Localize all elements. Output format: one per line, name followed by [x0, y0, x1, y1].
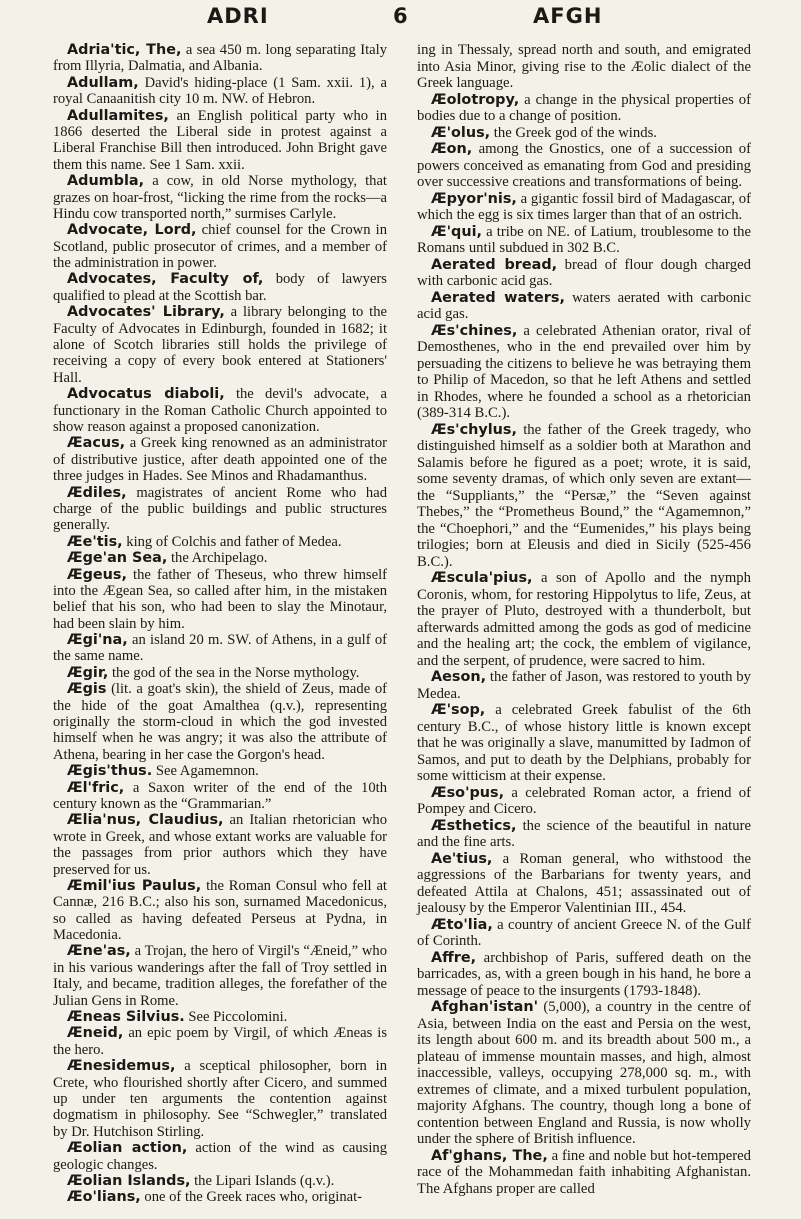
dictionary-entry	[53, 534, 387, 550]
entry-headword: Affre,	[431, 949, 477, 966]
entry-headword: Ægir,	[67, 664, 109, 681]
dictionary-entry	[53, 780, 387, 813]
dictionary-entry	[417, 323, 751, 422]
entry-definition: a cow, in old Norse mythology, that grazes on hoar-frost, “licking the rime from the rocks—a Hindu cow transported north,” surmises Carlyle.	[53, 173, 387, 222]
entry-headword: Adria'tic, The,	[67, 42, 182, 58]
entry-definition: the god of the sea in the Norse mythology.	[108, 664, 360, 681]
dictionary-entry	[53, 485, 387, 534]
entry-headword: Æscula'pius,	[431, 570, 533, 586]
entry-definition: a library belonging to the Faculty of Advocates in Edinburgh, founded in 1682; it alone of Scotch libraries still holds the privilege of receiving a copy of every book entered at Stationers' Hall.	[53, 304, 387, 386]
entry-headword: Æe'tis,	[67, 533, 123, 550]
dictionary-entry	[417, 669, 751, 702]
dictionary-entry	[53, 42, 387, 75]
entry-headword: Æolotropy,	[431, 91, 520, 108]
dictionary-entry	[417, 950, 751, 1000]
entry-definition: a sea 450 m. long separating Italy from Illyria, Dalmatia, and Albania.	[53, 42, 388, 75]
entry-definition: a change in the physical properties of bodies due to a change of position.	[417, 91, 751, 124]
dictionary-entry	[53, 304, 387, 386]
entry-definition: the Greek god of the winds.	[490, 124, 657, 141]
entry-definition: among the Gnostics, one of a succession of powers conceived as emanating from God and presiding over successive creations and transformations of being.	[417, 141, 751, 190]
entry-headword: Advocate, Lord,	[67, 222, 197, 239]
entry-definition: an Italian rhetorician who wrote in Greek, and whose extant works are valuable for the passages from prior authors which they have preserved for us.	[53, 812, 388, 878]
entry-definition: See Agamemnon.	[152, 763, 259, 780]
dictionary-entry	[53, 632, 387, 665]
dictionary-entry	[417, 570, 751, 669]
dictionary-entry	[53, 567, 387, 633]
entry-definition: a Saxon writer of the end of the 10th century known as the “Grammarian.”	[53, 779, 387, 812]
entry-headword: Æpyor'nis,	[431, 190, 517, 207]
dictionary-entry	[417, 92, 751, 125]
dictionary-entry	[53, 550, 387, 566]
entry-definition: an English political party who in 1866 deserted the Liberal side in protest against a Liberal Franchise Bill then introduced. John Bright gave them this name. See 1 Sam. xxii.	[53, 107, 387, 173]
header-left-guideword: ADRI	[207, 4, 269, 28]
entry-definition: the science of the beautiful in nature and the fine arts.	[417, 817, 751, 850]
entry-headword: Aerated bread,	[431, 256, 558, 273]
entry-headword: Æsthetics,	[431, 817, 517, 834]
entry-headword: Æ'olus,	[431, 124, 491, 141]
entry-definition: a celebrated Greek fabulist of the 6th century B.C., of whose history little is known except that he was originally a slave, manumitted by Iadmon of Samos, and put to death by the Delphians, probably for some witticism at their expense.	[417, 702, 751, 784]
entry-definition: a fine and noble but hot-tempered race of the Mohammedan faith inhabiting Afghanistan. The Afghans proper are called	[417, 1147, 751, 1197]
entry-headword: Æneas Silvius.	[67, 1009, 185, 1026]
entry-definition: David's hiding-place (1 Sam. xxii. 1), a royal Canaanitish city 10 m. NW. of Hebron.	[53, 74, 387, 108]
entry-headword: Æl'fric,	[67, 779, 125, 796]
entry-headword: Ælia'nus, Claudius,	[67, 812, 224, 829]
entry-definition: a tribe on NE. of Latium, troublesome to the Romans until subdued in 302 B.C.	[417, 223, 751, 256]
entry-headword: Æ'sop,	[431, 702, 486, 718]
entry-headword: Æs'chylus,	[431, 421, 517, 438]
dictionary-entry	[417, 1148, 751, 1198]
entry-definition: archbishop of Paris, suffered death on the barricades, as, with a green bough in his hand, he bore a message of peace to the insurgents (1793-1848).	[417, 949, 751, 999]
dictionary-entry	[53, 386, 387, 435]
entry-headword: Æge'an Sea,	[67, 550, 168, 567]
entry-definition: magistrates of ancient Rome who had charge of the public buildings and public structures generally.	[53, 484, 387, 534]
entry-headword: Æon,	[431, 141, 473, 157]
dictionary-entry	[417, 702, 751, 785]
entry-definition: body of lawyers qualified to plead at the Scottish bar.	[53, 271, 387, 304]
dictionary-entry	[53, 763, 387, 779]
entry-headword: Af'ghans, The,	[431, 1147, 548, 1164]
entry-headword: Adullamites,	[67, 107, 169, 124]
entry-headword: Advocates, Faculty of,	[67, 271, 264, 288]
entry-headword: Æne'as,	[67, 943, 131, 960]
entry-headword: Æolian action,	[67, 1140, 188, 1157]
entry-headword: Adumbla,	[67, 173, 145, 190]
entry-headword: Æacus,	[67, 435, 126, 452]
entry-definition: chief counsel for the Crown in Scotland, public prosecutor of crimes, and a member of the administration in power.	[53, 222, 388, 272]
entry-definition: a sceptical philosopher, born in Crete, who flourished shortly after Cicero, and summed up under ten arguments the contention against dogmatism in philosophy. See “Schwegler,” translated by Dr. Hutchison Stirling.	[53, 1058, 387, 1140]
dictionary-entry	[417, 785, 751, 818]
entry-definition: action of the wind as causing geologic changes.	[53, 1140, 387, 1173]
entry-definition: a Roman general, who withstood the aggressions of the Barbarians for twenty years, and defeated Attila at Chalons, 451; assassinated out of jealousy by the Emperor Valentinian III., 454.	[417, 850, 751, 916]
dictionary-entry	[53, 665, 387, 681]
dictionary-entry	[53, 75, 387, 108]
dictionary-entry	[53, 435, 387, 484]
dictionary-entry	[417, 818, 751, 851]
entry-definition: (5,000), a country in the centre of Asia, between India on the east and Persia on the west, its length about 600 m. and its breadth about 500 m., a plateau of immense mountain masses, and high, almost inaccessible, valleys, occupying 278,000 sq. m., with extremes of climate, and a mixed turbulent population, majority Afghans. The country, though long a bone of contention between England and Russia, is now wholly under the sphere of British influence.	[417, 999, 751, 1147]
entry-definition: waters aerated with carbonic acid gas.	[417, 289, 751, 322]
entry-definition: an epic poem by Virgil, of which Æneas is the hero.	[53, 1025, 387, 1058]
entry-definition: ing in Thessaly, spread north and south, and emigrated into Asia Minor, giving rise to the Æolic dialect of the Greek language.	[417, 42, 751, 91]
dictionary-entry	[417, 422, 751, 571]
dictionary-entry	[417, 141, 751, 191]
running-header	[0, 4, 801, 38]
entry-headword: Ae'tius,	[431, 850, 493, 867]
entry-definition: the Archipelago.	[167, 550, 268, 567]
dictionary-entry	[53, 222, 387, 271]
dictionary-entry	[417, 290, 751, 323]
entry-definition: a country of ancient Greece N. of the Gulf of Corinth.	[417, 916, 751, 949]
entry-definition: king of Colchis and father of Medea.	[122, 533, 342, 550]
entry-headword: Æ'qui,	[431, 223, 482, 240]
dictionary-entry	[53, 1189, 387, 1205]
entry-headword: Æneid,	[67, 1025, 124, 1042]
dictionary-entry	[417, 257, 751, 290]
dictionary-entry	[417, 851, 751, 917]
header-right-guideword: AFGH	[533, 4, 603, 28]
entry-headword: Ænesidemus,	[67, 1058, 176, 1075]
entry-definition: the Lipari Islands (q.v.).	[190, 1172, 335, 1189]
entry-definition: the Roman Consul who fell at Cannæ, 216 B.C.; also his son, surnamed Macedonicus, so called as having defeated Perseus at Pydna, in Macedonia.	[53, 877, 387, 944]
entry-headword: Aeson,	[431, 669, 487, 685]
entry-definition: a celebrated Roman actor, a friend of Pompey and Cicero.	[417, 784, 751, 817]
entry-definition: the devil's advocate, a functionary in the Roman Catholic Church appointed to show reason against a proposed canonization.	[53, 386, 387, 435]
entry-headword: Æo'lians,	[67, 1189, 141, 1206]
dictionary-entry	[53, 271, 387, 304]
entry-headword: Ægis	[67, 681, 107, 698]
entry-headword: Advocates' Library,	[67, 304, 225, 321]
entry-definition: a Trojan, the hero of Virgil's “Æneid,” who in his various wanderings after the fall of Troy settled in Italy, and became, tradition alleges, the forefather of the Julian Gens in Rome.	[53, 943, 387, 1009]
page-number: 6	[393, 4, 409, 28]
entry-headword: Ædiles,	[67, 484, 127, 501]
entry-definition: the father of Theseus, who threw himself into the Ægean Sea, so called after him, in the mistaken belief that his son, who had been to slay the Minotaur, had been slain by him.	[53, 566, 387, 632]
entry-definition: a gigantic fossil bird of Madagascar, of which the egg is six times larger than that of an ostrich.	[417, 190, 751, 223]
dictionary-entry	[53, 812, 387, 878]
dictionary-entry	[53, 1058, 387, 1140]
entry-headword: Advocatus diaboli,	[67, 386, 225, 403]
entry-definition: one of the Greek races who, originat-	[140, 1189, 363, 1206]
dictionary-entry	[53, 943, 387, 1009]
entry-headword: Æso'pus,	[431, 784, 505, 801]
entry-headword: Ægis'thus.	[67, 763, 153, 780]
dictionary-entry	[417, 42, 751, 92]
dictionary-entry	[53, 1173, 387, 1189]
dictionary-entry	[53, 108, 387, 174]
entry-definition: an island 20 m. SW. of Athens, in a gulf of the same name.	[53, 632, 387, 665]
entry-definition: the father of Jason, was restored to youth by Medea.	[417, 669, 751, 702]
entry-definition: the father of the Greek tragedy, who distinguished himself as a soldier both at Marathon and Salamis before he figured as a poet; wrote, it is said, some seventy dramas, of which only seven are extant—the “Suppliants,” the “Persæ,” the “Seven against Thebes,” the “Prometheus Bound,” the “Agamemnon,” the “Choephori,” and the “Eumenides,” his plays being trilogies; born at Eleusis and died in Sicily (525-456 B.C.).	[417, 421, 751, 570]
dictionary-entry	[53, 878, 387, 944]
dictionary-entry	[417, 191, 751, 224]
right-column	[417, 42, 751, 1197]
entry-headword: Aerated waters,	[431, 289, 565, 306]
dictionary-entry	[417, 917, 751, 950]
dictionary-entry	[53, 1009, 387, 1025]
dictionary-entry	[53, 1025, 387, 1058]
entry-headword: Afghan'istan'	[431, 999, 539, 1015]
dictionary-entry	[417, 224, 751, 257]
entry-definition: a son of Apollo and the nymph Coronis, whom, for restoring Hippolytus to life, Zeus, at the prayer of Pluto, destroyed with a thunderbolt, but afterwards admitted among the gods as god of medicine and the healing art; the cock, the emblem of vigilance, and the serpent, of prudence, were sacred to him.	[417, 570, 751, 669]
entry-definition: a celebrated Athenian orator, rival of Demosthenes, who in the end prevailed over him by persuading the citizens to believe he was betraying them to Philip of Macedon, so that he left Athens and settled in Rhodes, where he founded a school as a rhetorician (389-314 B.C.).	[417, 322, 751, 421]
entry-definition: See Piccolomini.	[184, 1009, 288, 1026]
entry-headword: Æmil'ius Paulus,	[67, 877, 202, 894]
entry-definition: a Greek king renowned as an administrator of distributive justice, after death appointed one of the three judges in Hades. See Minos and Rhadamanthus.	[53, 435, 387, 485]
left-column	[53, 42, 387, 1206]
dictionary-entry	[417, 125, 751, 142]
entry-definition: (lit. a goat's skin), the shield of Zeus, made of the hide of the goat Amalthea (q.v.), representing originally the storm-cloud in which the god invested himself when he was angry; it was also the attribute of Athena, bearing in her case the Gorgon's head.	[53, 681, 387, 763]
entry-headword: Æto'lia,	[431, 916, 493, 933]
entry-headword: Ægi'na,	[67, 632, 128, 649]
entry-headword: Adullam,	[67, 74, 139, 91]
entry-definition: bread of flour dough charged with carbonic acid gas.	[417, 256, 752, 289]
dictionary-entry	[53, 1140, 387, 1173]
entry-headword: Æs'chines,	[431, 322, 518, 339]
entry-headword: Ægeus,	[67, 566, 127, 583]
dictionary-entry	[417, 999, 751, 1148]
dictionary-entry	[53, 681, 387, 763]
dictionary-entry	[53, 173, 387, 222]
entry-headword: Æolian Islands,	[67, 1172, 191, 1189]
